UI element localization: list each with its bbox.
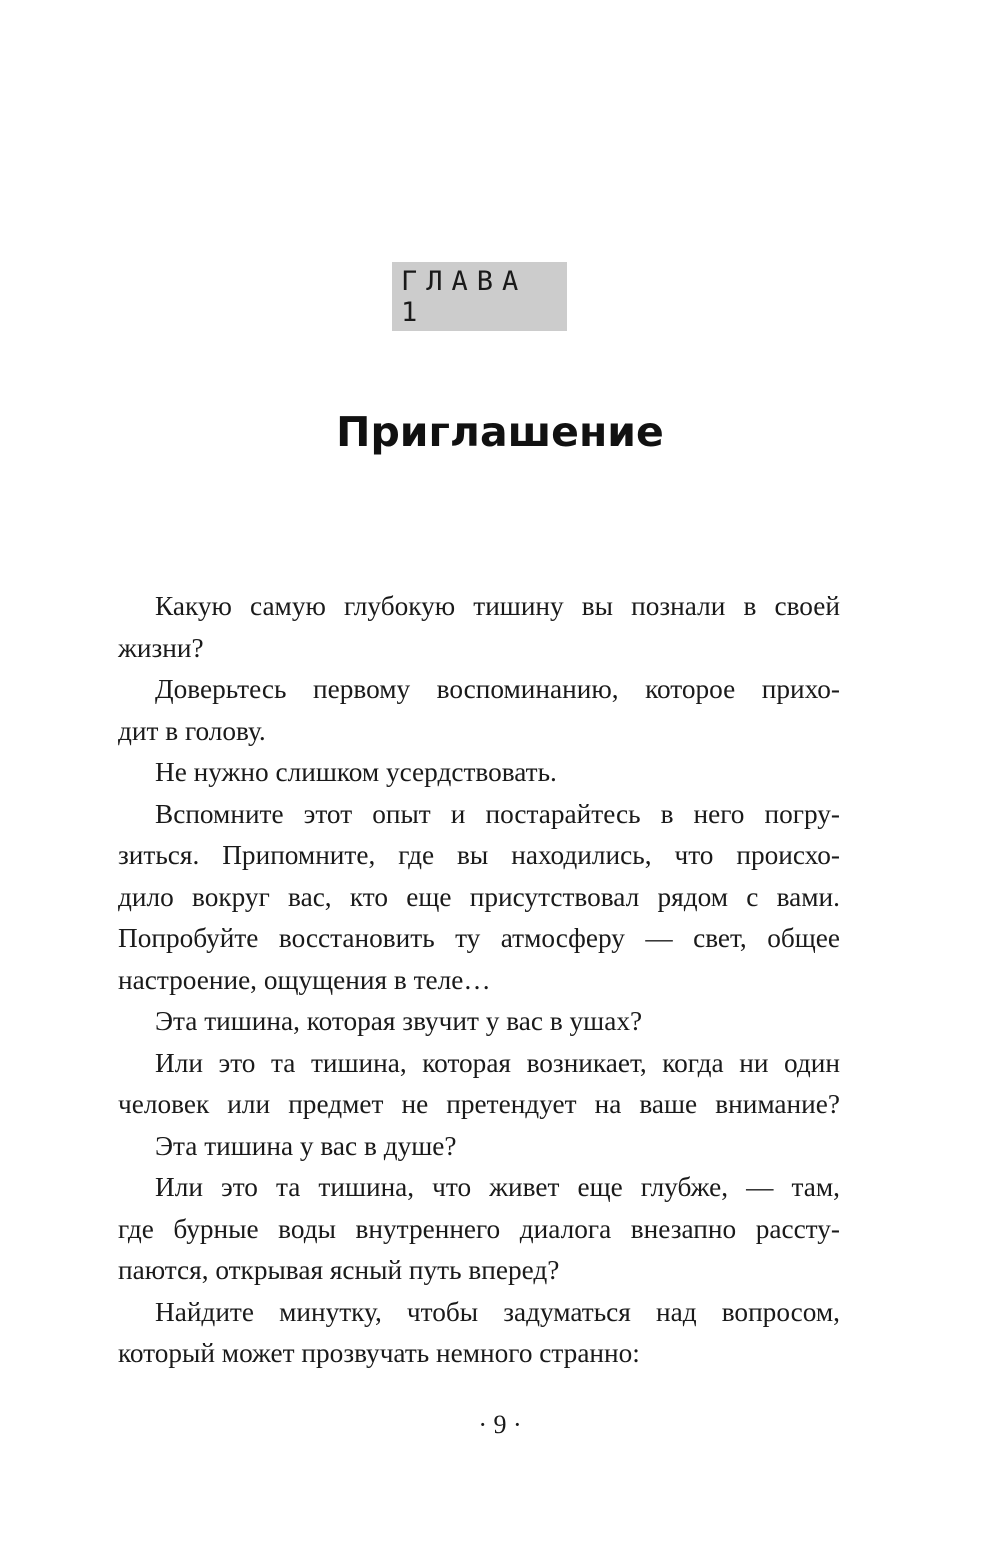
- text-line: где бурные воды внутреннего диалога внезапно рассту-: [118, 1213, 840, 1244]
- text-line: человек или предмет не претендует на ваше внимание?: [118, 1089, 840, 1119]
- text-line: Или это та тишина, которая возникает, когда ни один: [155, 1047, 840, 1078]
- text-line: Попробуйте восстановить ту атмосферу — свет, общее: [118, 923, 840, 953]
- text-line: паются, открывая ясный путь вперед?: [118, 1255, 560, 1285]
- chapter-label: ГЛАВА 1: [392, 262, 567, 331]
- text-line: Вспомните этот опыт и постарайтесь в него погру-: [155, 798, 840, 829]
- text-line: жизни?: [118, 632, 204, 663]
- text-line: Эта тишина у вас в душе?: [155, 1130, 457, 1161]
- text-line: Найдите минутку, чтобы задуматься над вопросом,: [155, 1296, 840, 1327]
- text-line: дит в голову.: [118, 715, 266, 746]
- text-line: Не нужно слишком усердствовать.: [155, 757, 557, 787]
- text-line: Или это та тишина, что живет еще глубже, — там,: [155, 1172, 840, 1202]
- text-line: дило вокруг вас, кто еще присутствовал рядом с вами.: [118, 881, 840, 912]
- body-text: [118, 586, 840, 1375]
- text-line: Эта тишина, которая звучит у вас в ушах?: [155, 1006, 643, 1036]
- text-line: настроение, ощущения в теле…: [118, 964, 491, 995]
- chapter-title: Приглашение: [336, 408, 664, 456]
- text-line: Какую самую глубокую тишину вы познали в своей: [155, 591, 840, 621]
- text-line: Доверьтесь первому воспоминанию, которое прихо-: [155, 674, 840, 704]
- text-line: который может прозвучать немного странно:: [118, 1338, 640, 1368]
- text-line: зиться. Припомните, где вы находились, что происхо-: [118, 840, 840, 870]
- page-number: · 9 ·: [478, 1410, 522, 1439]
